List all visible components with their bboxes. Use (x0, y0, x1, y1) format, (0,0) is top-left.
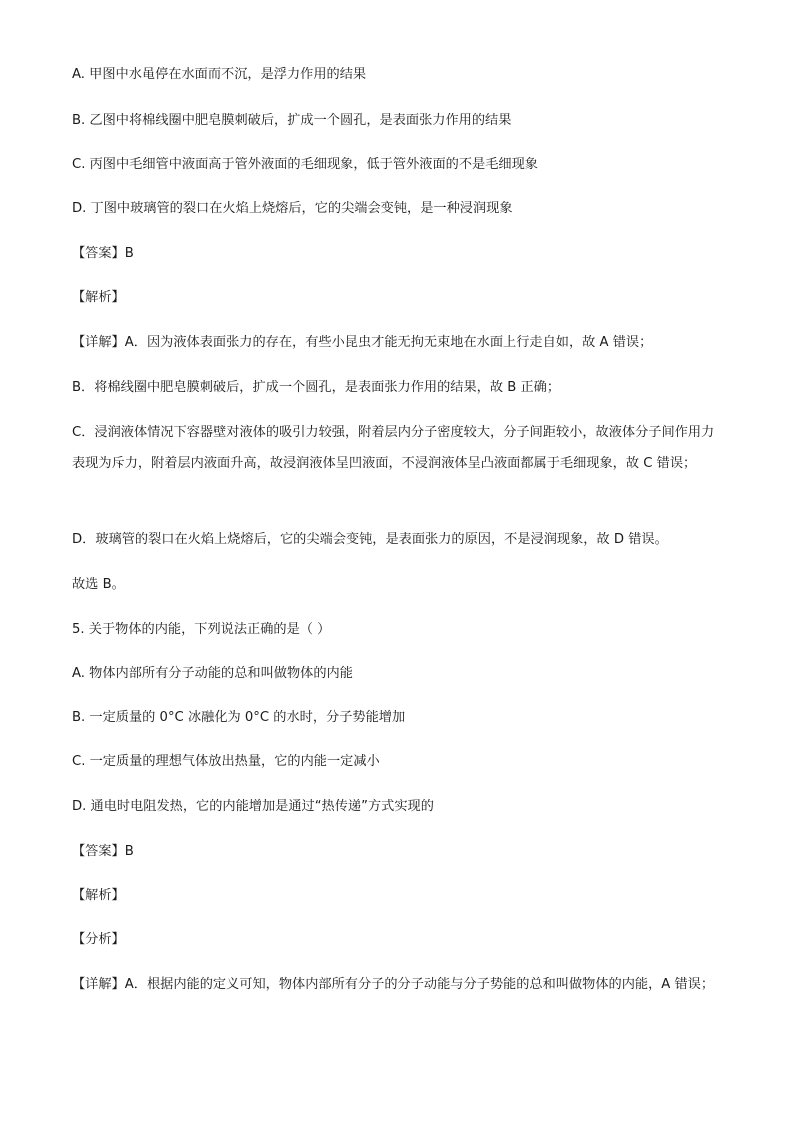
q4-answer: 【答案】B (72, 246, 134, 261)
q4-option-a: A. 甲图中水黾停在水面而不沉，是浮力作用的结果 (72, 67, 367, 82)
q5-analysis-sub: 【分析】 (72, 932, 125, 947)
q4-detail-d: D．玻璃管的裂口在火焰上烧熔后，它的尖端会变钝，是表面张力的原因，不是浸润现象，故 D 错误。 (72, 532, 668, 547)
q4-detail-c: C．浸润液体情况下容器壁对液体的吸引力较强，附着层内分子密度较大，分子间距较小，故液体分子间作用力表现为斥力，附着层内液面升高，故浸润液体呈凹液面，不浸润液体呈凸液面都属于毛细现象，故 C 错误； (72, 425, 715, 471)
q4-conclusion: 故选 B。 (72, 577, 125, 592)
q5-option-d: D. 通电时电阻发热，它的内能增加是通过“热传递”方式实现的 (72, 799, 434, 814)
q5-detail-a: 【详解】A．根据内能的定义可知，物体内部所有分子的分子动能与分子势能的总和叫做物体的内能，A 错误； (72, 977, 715, 992)
q4-analysis-title: 【解析】 (72, 290, 125, 305)
q4-detail-b: B．将棉线圈中肥皂膜刺破后，扩成一个圆孔，是表面张力作用的结果，故 B 正确； (72, 380, 561, 395)
q4-detail-a: 【详解】A．因为液体表面张力的存在，有些小昆虫才能无拘无束地在水面上行走自如，故 A 错误； (72, 335, 653, 350)
q5-answer: 【答案】B (72, 844, 134, 859)
q4-option-b: B. 乙图中将棉线圈中肥皂膜刺破后，扩成一个圆孔，是表面张力作用的结果 (72, 113, 512, 128)
q4-option-d: D. 丁图中玻璃管的裂口在火焰上烧熔后，它的尖端会变钝，是一种浸润现象 (72, 201, 513, 216)
q4-option-c: C. 丙图中毛细管中液面高于管外液面的毛细现象，低于管外液面的不是毛细现象 (72, 157, 538, 172)
q5-question: 5. 关于物体的内能，下列说法正确的是（ ） (72, 622, 331, 637)
q5-option-a: A. 物体内部所有分子动能的总和叫做物体的内能 (72, 666, 353, 681)
q5-analysis-title: 【解析】 (72, 888, 125, 903)
q5-option-c: C. 一定质量的理想气体放出热量，它的内能一定减小 (72, 754, 380, 769)
q5-option-b: B. 一定质量的 0°C 冰融化为 0°C 的水时，分子势能增加 (72, 710, 406, 725)
